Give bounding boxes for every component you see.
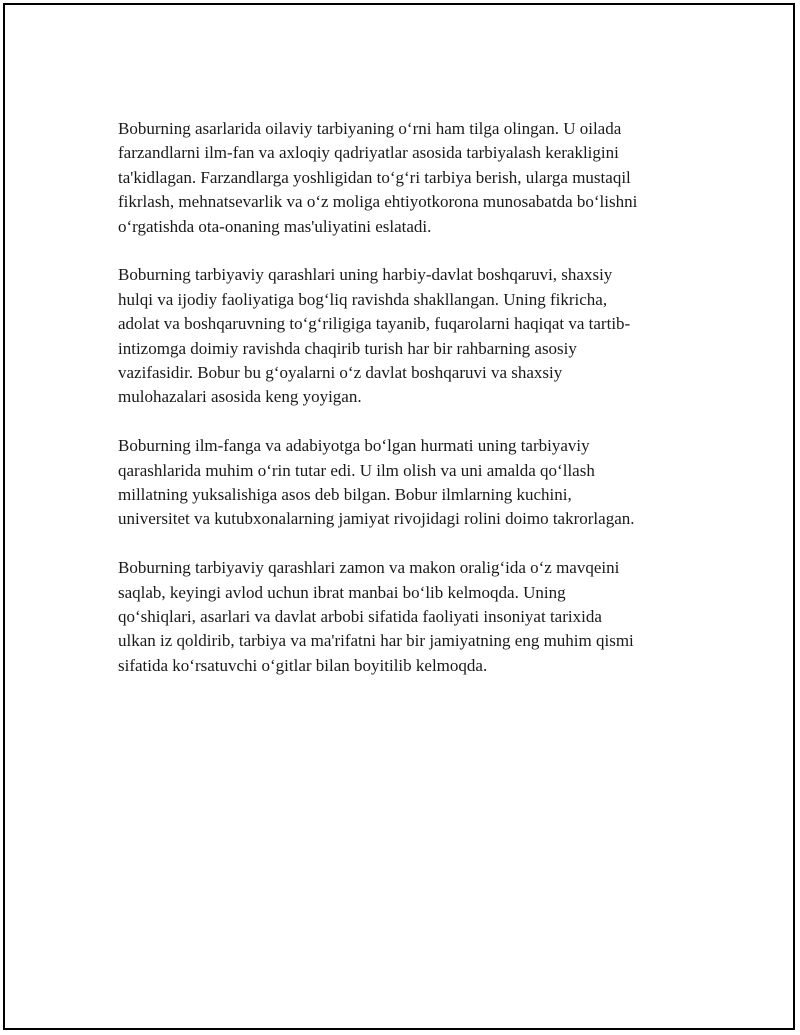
paragraph-1 (118, 117, 683, 239)
paragraph-2 (118, 263, 683, 409)
text-line: ulkan iz qoldirib, tarbiya va ma'rifatni har bir jamiyatning eng muhim qismi (118, 631, 634, 651)
text-line: Boburning asarlarida oilaviy tarbiyaning o‘rni ham tilga olingan. U oilada (118, 119, 622, 138)
text-line: intizomga doimiy ravishda chaqirib turish har bir rahbarning asosiy (118, 338, 577, 358)
text-line: Boburning tarbiyaviy qarashlari zamon va makon oralig‘ida o‘z mavqeini (118, 558, 620, 578)
text-line: universitet va kutubxonalarning jamiyat rivojidagi rolini doimo takrorlagan. (118, 509, 635, 529)
text-line: saqlab, keyingi avlod uchun ibrat manbai bo‘lib kelmoqda. Uning (118, 582, 566, 602)
text-line: ta'kidlagan. Farzandlarga yoshligidan to‘g‘ri tarbiya berish, ularga mustaqil (118, 167, 631, 187)
text-line: qo‘shiqlari, asarlari va davlat arbobi sifatida faoliyati insoniyat tarixida (118, 607, 602, 627)
paragraph-3 (118, 434, 683, 532)
text-line: Boburning ilm-fanga va adabiyotga bo‘lgan hurmati uning tarbiyaviy (118, 436, 590, 456)
paragraph-4 (118, 556, 683, 678)
text-line: fikrlash, mehnatsevarlik va o‘z moliga ehtiyotkorona munosabatda bo‘lishni (118, 192, 638, 212)
text-line: mulohazalari asosida keng yoyigan. (118, 387, 362, 407)
document-body (118, 117, 683, 703)
text-line: sifatida ko‘rsatuvchi o‘gitlar bilan boyitilib kelmoqda. (118, 655, 488, 675)
text-line: adolat va boshqaruvning to‘g‘riligiga tayanib, fuqarolarni haqiqat va tartib- (118, 314, 631, 334)
text-line: o‘rgatishda ota-onaning mas'uliyatini eslatadi. (118, 216, 432, 236)
text-line: Boburning tarbiyaviy qarashlari uning harbiy-davlat boshqaruvi, shaxsiy (118, 265, 613, 285)
text-line: hulqi va ijodiy faoliyatiga bog‘liq ravishda shakllangan. Uning fikricha, (118, 289, 608, 309)
text-line: farzandlarni ilm-fan va axloqiy qadriyatlar asosida tarbiyalash kerakligini (118, 143, 619, 163)
text-line: vazifasidir. Bobur bu g‘oyalarni o‘z davlat boshqaruvi va shaxsiy (118, 363, 563, 383)
text-line: millatning yuksalishiga asos deb bilgan. Bobur ilmlarning kuchini, (118, 485, 572, 505)
text-line: qarashlarida muhim o‘rin tutar edi. U ilm olish va uni amalda qo‘llash (118, 460, 595, 480)
